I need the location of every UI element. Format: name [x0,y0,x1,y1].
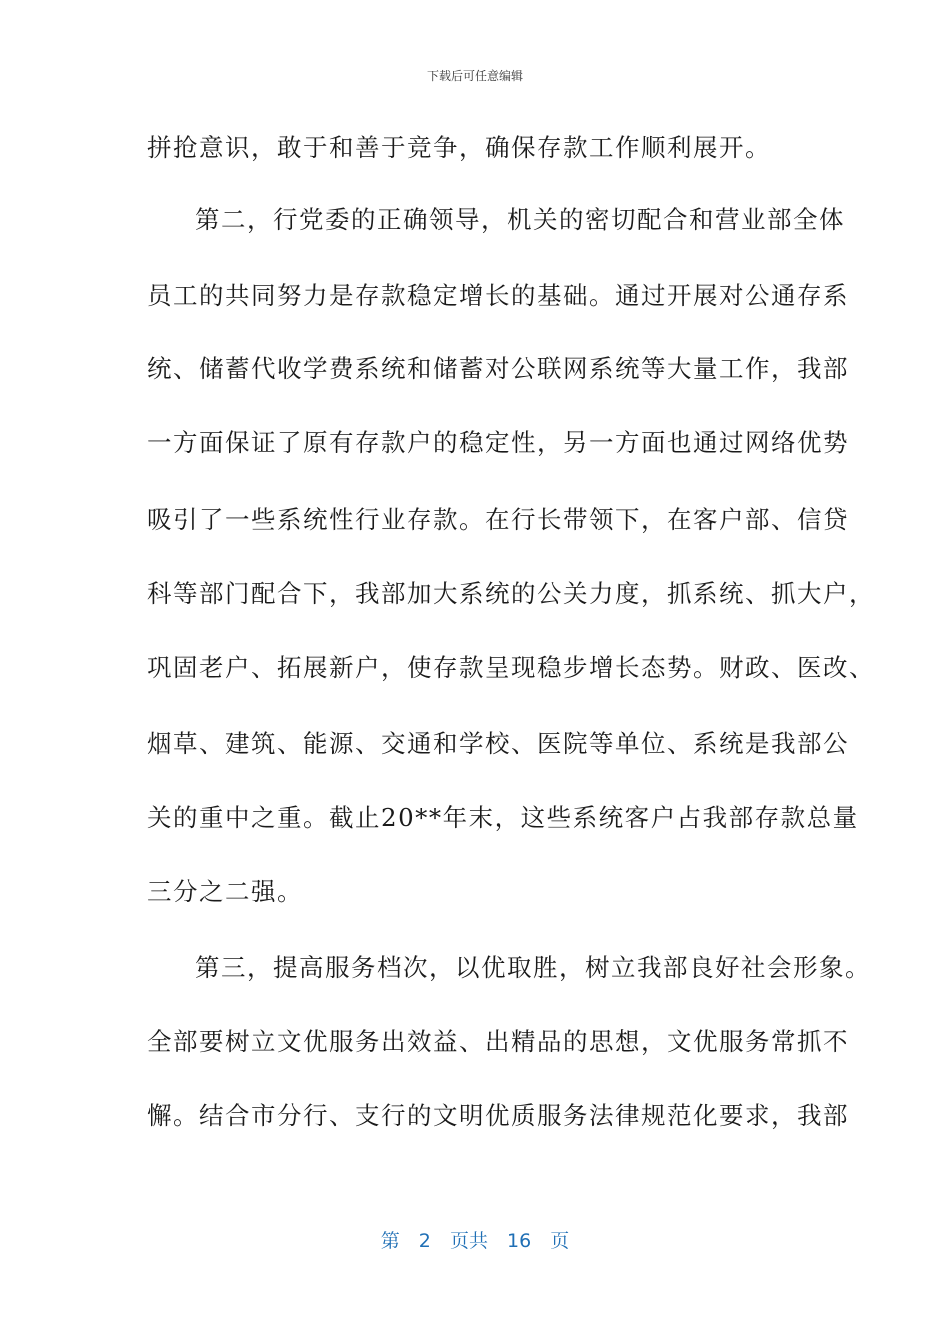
paragraph-line: 全部要树立文优服务出效益、出精品的思想，文优服务常抓不 [147,1027,849,1056]
paragraph-line: 一方面保证了原有存款户的稳定性，另一方面也通过网络优势 [147,428,849,457]
paragraph-line: 巩固老户、拓展新户，使存款呈现稳步增长态势。财政、医改、 [147,653,875,682]
page-number-footer [0,1226,950,1253]
paragraph-line: 烟草、建筑、能源、交通和学校、医院等单位、系统是我部公 [147,729,849,758]
paragraph-line: 三分之二强。 [147,877,303,906]
paragraph-line: 第二，行党委的正确领导，机关的密切配合和营业部全体 [195,205,845,234]
paragraph-line: 懈。结合市分行、支行的文明优质服务法律规范化要求，我部 [147,1101,849,1130]
current-page-number: 2 [418,1230,431,1252]
paragraph-line: 员工的共同努力是存款稳定增长的基础。通过开展对公通存系 [147,281,849,310]
page-header-note: 下载后可任意编辑 [426,69,523,83]
footer-prefix: 第 [380,1230,400,1252]
paragraph-line: 吸引了一些系统性行业存款。在行长带领下，在客户部、信贷 [147,505,849,534]
paragraph-line: 统、储蓄代收学费系统和储蓄对公联网系统等大量工作，我部 [147,354,849,383]
total-pages-number: 16 [507,1230,532,1252]
paragraph-line: 关的重中之重。截止20**年末，这些系统客户占我部存款总量 [147,803,859,832]
paragraph-line: 第三，提高服务档次，以优取胜，树立我部良好社会形象。 [195,953,871,982]
paragraph-line: 科等部门配合下，我部加大系统的公关力度，抓系统、抓大户， [147,579,875,608]
footer-suffix: 页 [550,1230,570,1252]
paragraph-line: 拼抢意识，敢于和善于竞争，确保存款工作顺利展开。 [147,133,771,162]
footer-middle: 页共 [449,1230,488,1252]
